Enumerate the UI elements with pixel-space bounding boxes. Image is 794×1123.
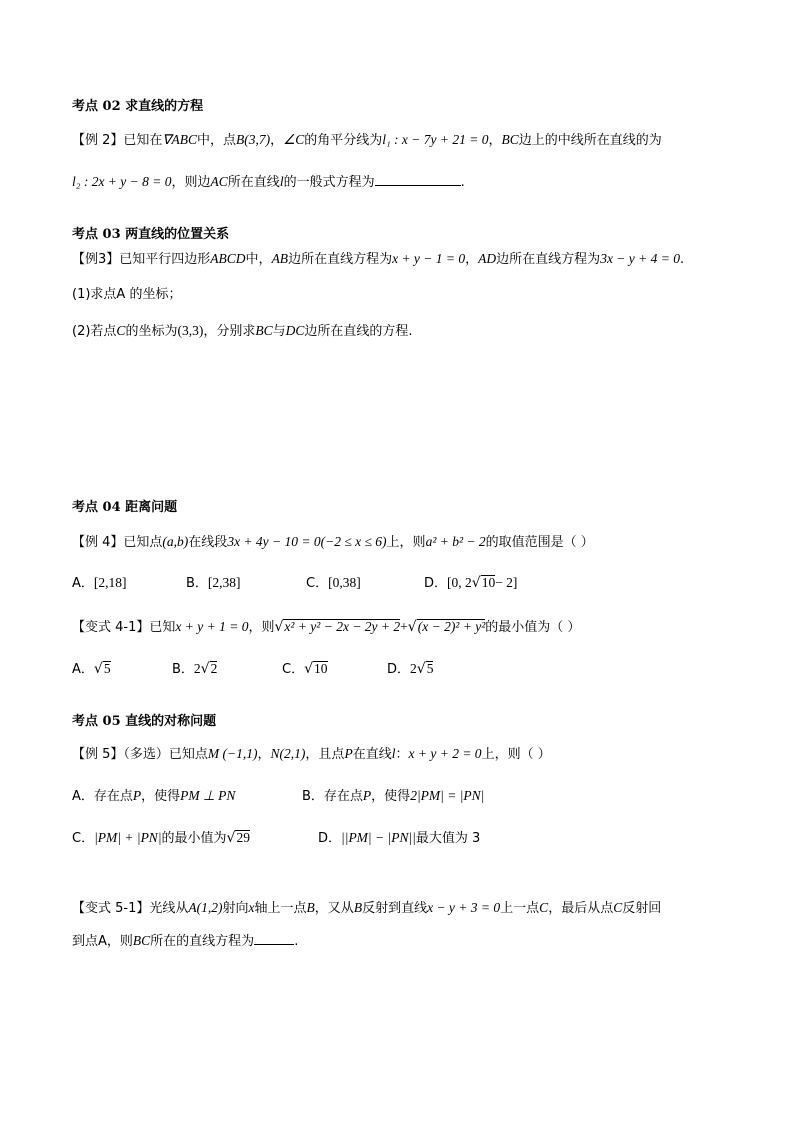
example-5-options-ab bbox=[72, 787, 484, 806]
section-heading-04: 考点 04 距离问题 bbox=[72, 500, 178, 515]
sqrt-icon: √ bbox=[200, 661, 210, 677]
option-a: A．[2,18] bbox=[72, 575, 127, 591]
variant-4-1-line: 【变式 4-1】已知x + y + 1 = 0，则√x² + y² − 2x − 2y + 2+√(x − 2)² + y²的最小值为（ ） bbox=[72, 619, 581, 635]
example-2-line-2: l₂ : 2x + y − 8 = 0，则边AC所在直线l的一般式方程为 . bbox=[72, 174, 465, 190]
sqrt-icon: √ bbox=[274, 619, 284, 635]
sqrt-icon: √ bbox=[471, 575, 481, 591]
equation-l1: l₁ : x − 7y + 21 = 0 bbox=[382, 132, 489, 147]
example-4-line-1: 【例 4】已知点(a,b)在线段3x + 4y − 10 = 0(−2 ≤ x ≤ 6)上，则a² + b² − 2的取值范围是（ ） bbox=[72, 534, 594, 550]
variant-5-1-line-2: 到点A，则BC所在的直线方程为 . bbox=[72, 933, 299, 949]
option-c: C．|PM| + |PN|的最小值为√29 bbox=[72, 830, 250, 846]
sqrt-icon: √ bbox=[226, 830, 236, 846]
example-tag: 【例 4】 bbox=[72, 535, 124, 550]
section-heading-03: 考点 03 两直线的位置关系 bbox=[72, 227, 230, 242]
option-b: B．存在点P，使得2|PM| = |PN| bbox=[302, 788, 485, 804]
sqrt-icon: √ bbox=[407, 619, 417, 635]
section-heading-02: 考点 02 求直线的方程 bbox=[72, 99, 204, 114]
sqrt-icon: √ bbox=[304, 661, 313, 677]
option-a: A．存在点P，使得PM ⊥ PN bbox=[72, 788, 236, 804]
section-heading-05: 考点 05 直线的对称问题 bbox=[72, 714, 217, 729]
segment-equation: 3x + 4y − 10 = 0(−2 ≤ x ≤ 6) bbox=[227, 534, 387, 549]
example-5-line-1: 【例 5】（多选）已知点M (−1,1)，N(2,1)，且点P在直线l：x + y + 2 = 0上，则（ ） bbox=[72, 746, 551, 762]
question-1: (1)求点A 的坐标； bbox=[72, 287, 182, 302]
variant-tag: 【变式 5-1】 bbox=[72, 901, 150, 916]
option-b: B．[2,38] bbox=[186, 575, 241, 591]
option-d: D．[0, 2√10− 2] bbox=[424, 575, 518, 591]
example-tag: 【例 5】 bbox=[72, 747, 124, 762]
option-a: A．√5 bbox=[72, 661, 111, 677]
variant-5-1-line-1: 【变式 5-1】光线从A(1,2)射向x轴上一点B，又从B反射到直线x − y + 3 = 0上一点C，最后从点C反射回 bbox=[72, 900, 662, 916]
example-2-line-1: 【例 2】已知在∇ABC中，点B(3,7)，∠C的角平分线为l₁ : x − 7y + 21 = 0，BC边上的中线所在直线的为 bbox=[72, 132, 662, 148]
radical-2: (x − 2)² + y² bbox=[417, 619, 486, 634]
radical-1: x² + y² − 2x − 2y + 2 bbox=[284, 619, 401, 634]
answer-blank bbox=[375, 172, 461, 186]
example-4-options bbox=[72, 574, 517, 593]
answer-blank bbox=[254, 931, 294, 945]
option-d: D．2√5 bbox=[387, 661, 434, 677]
option-b: B．2√2 bbox=[172, 661, 218, 677]
equation-ab: x + y − 1 = 0 bbox=[392, 251, 466, 266]
option-c: C．[0,38] bbox=[306, 575, 361, 591]
example-5-options-cd bbox=[72, 829, 480, 848]
variant-4-1-options bbox=[72, 660, 433, 679]
question-2: (2)若点C的坐标为(3,3)，分别求BC与DC边所在直线的方程. bbox=[72, 323, 413, 339]
option-c: C．√10 bbox=[282, 661, 328, 677]
sqrt-icon: √ bbox=[93, 661, 103, 677]
variant-tag: 【变式 4-1】 bbox=[72, 620, 150, 635]
example-3-line-1: 【例3】已知平行四边形ABCD中，AB边所在直线方程为x + y − 1 = 0，AD边所在直线方程为3x − y + 4 = 0. bbox=[72, 251, 685, 267]
example-tag: 【例 2】 bbox=[72, 133, 124, 148]
example-tag: 【例3】 bbox=[72, 252, 120, 267]
equation-l2: l₂ : 2x + y − 8 = 0 bbox=[72, 174, 172, 189]
option-d: D．||PM| − |PN||最大值为 3 bbox=[318, 830, 481, 846]
equation-ad: 3x − y + 4 = 0 bbox=[600, 251, 681, 266]
sqrt-icon: √ bbox=[416, 661, 426, 677]
